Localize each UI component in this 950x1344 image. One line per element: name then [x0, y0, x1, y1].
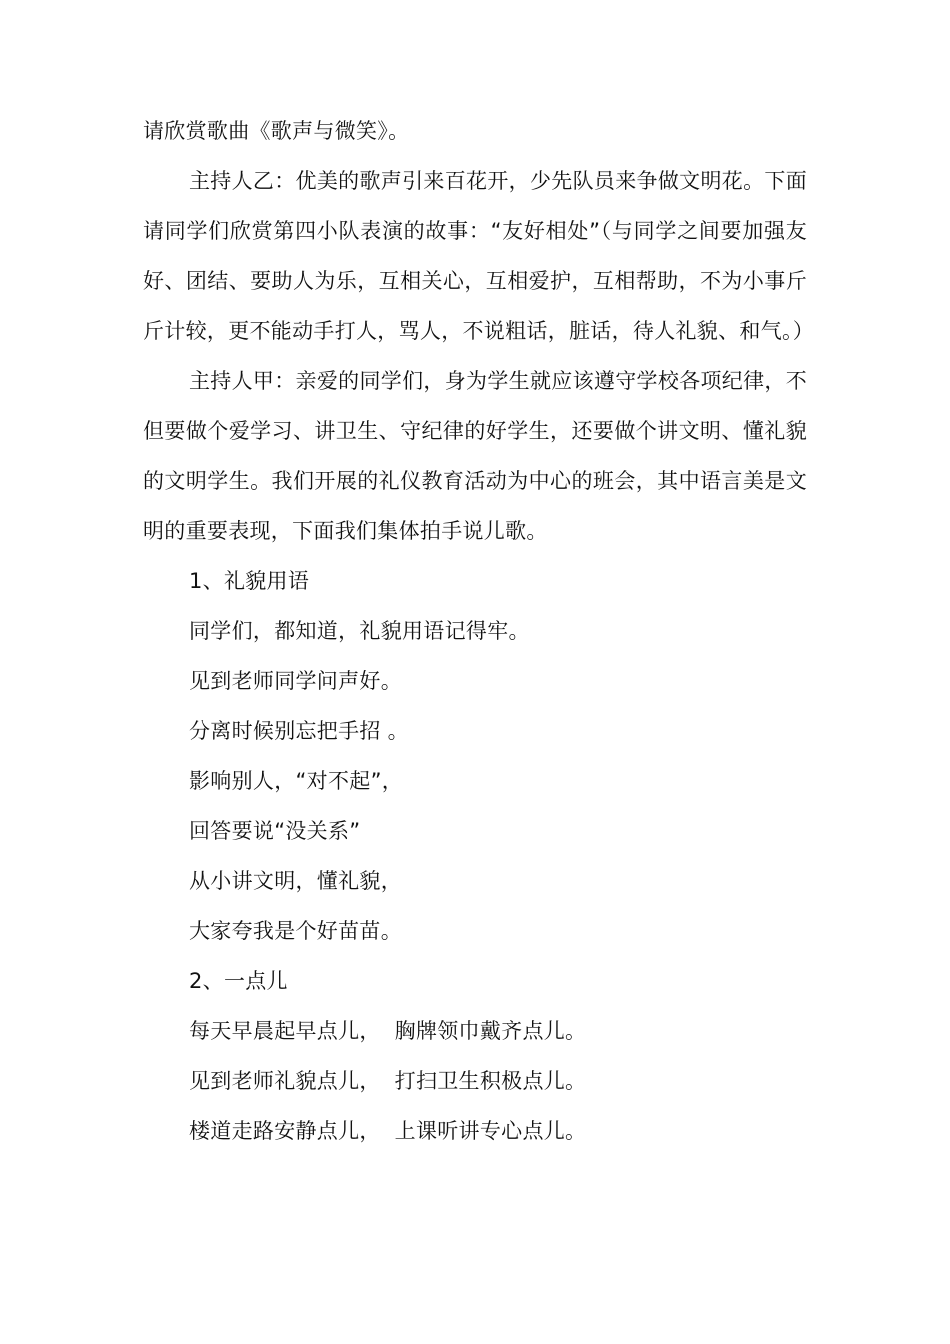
document-body [143, 106, 815, 1156]
paragraph-host-b: 主持人乙：优美的歌声引来百花开，少先队员来争做文明花。下面请同学们欣赏第四小队表演的故事：“友好相处”（与同学之间要加强友好、团结、要助人为乐，互相关心，互相爱护，互相帮助，不为小事斤斤计较，更不能动手打人，骂人，不说粗话，脏话，待人礼貌、和气。） [143, 169, 815, 343]
section-heading-polite-words: 1、礼貌用语 [189, 569, 310, 593]
rhyme-line: 楼道走路安静点儿， 上课听讲专心点儿。 [189, 1119, 587, 1143]
rhyme-line: 从小讲文明，懂礼貌， [189, 869, 402, 893]
section-heading-a-little: 2、一点儿 [189, 969, 288, 993]
rhyme-line: 见到老师礼貌点儿， 打扫卫生积极点儿。 [189, 1069, 587, 1093]
rhyme-line: 每天早晨起早点儿， 胸牌领巾戴齐点儿。 [189, 1019, 587, 1043]
rhyme-line: 大家夸我是个好苗苗。 [189, 919, 402, 943]
paragraph-host-a: 主持人甲：亲爱的同学们，身为学生就应该遵守学校各项纪律，不但要做个爱学习、讲卫生、守纪律的好学生，还要做个讲文明、懂礼貌的文明学生。我们开展的礼仪教育活动为中心的班会，其中语言美是文明的重要表现，下面我们集体拍手说儿歌。 [143, 369, 807, 543]
rhyme-line: 影响别人，“对不起”， [189, 769, 404, 793]
rhyme-line: 同学们，都知道，礼貌用语记得牢。 [189, 619, 530, 643]
paragraph-song-intro: 请欣赏歌曲《歌声与微笑》。 [143, 119, 410, 143]
rhyme-line: 回答要说“没关系” [189, 819, 361, 843]
rhyme-line: 见到老师同学问声好。 [189, 669, 402, 693]
rhyme-line: 分离时候别忘把手招 。 [189, 719, 409, 743]
